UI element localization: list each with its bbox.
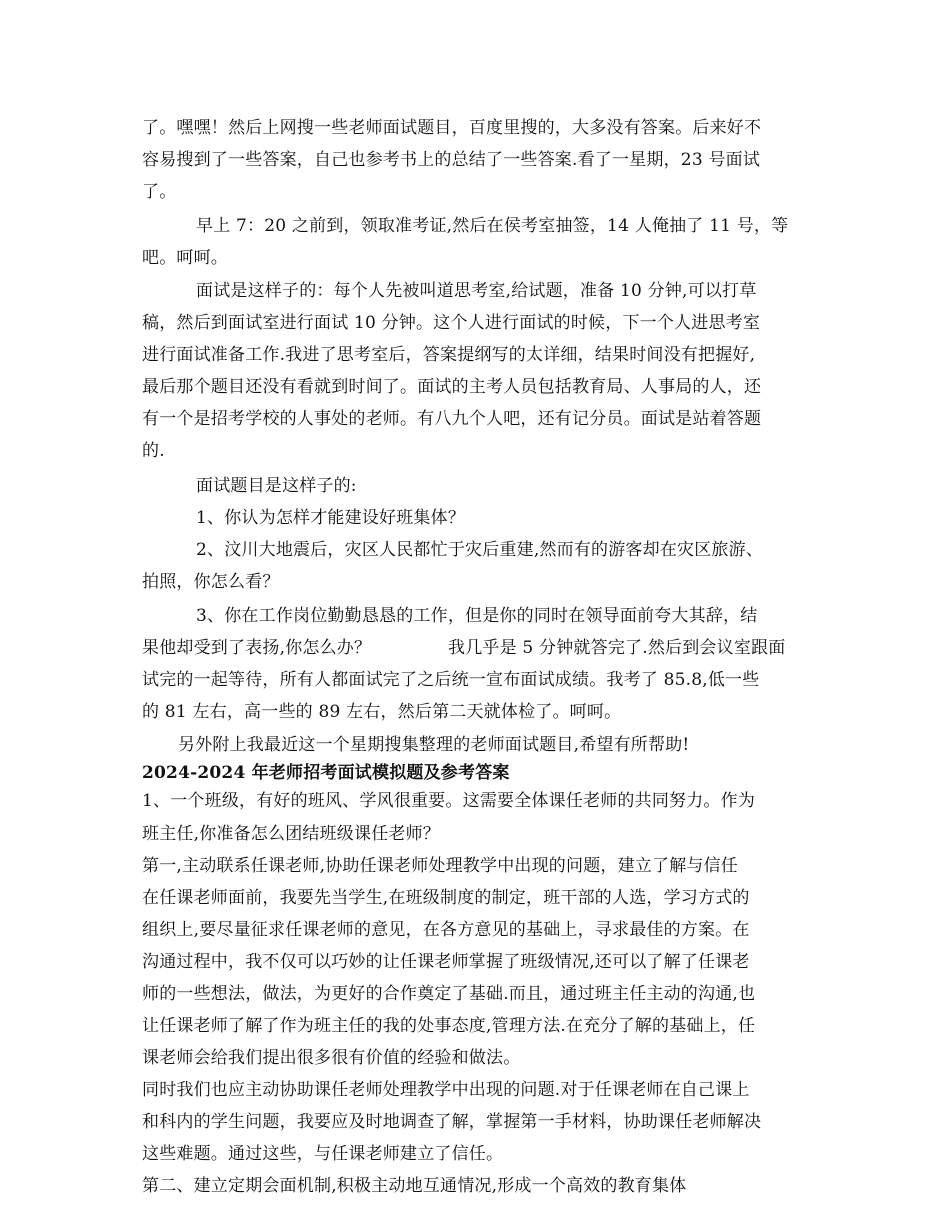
text-line-15: 拍照，你怎么看？ — [142, 572, 280, 592]
text-line-11: 的. — [142, 441, 165, 461]
text-line-9: 最后那个题目还没有看就到时间了。面试的主考人员包括教育局、人事局的人，还 — [142, 377, 762, 397]
text-line-25: 在任课老师面前，我要先当学生,在班级制度的制定，班干部的人选，学习方式的 — [142, 888, 750, 908]
text-line-13: 1、你认为怎样才能建设好班集体？ — [196, 508, 466, 528]
text-line-20: 另外附上我最近这一个星期搜集整理的老师面试题目,希望有所帮助! — [178, 735, 690, 755]
text-line-2: 容易搜到了一些答案，自己也参考书上的总结了一些答案.看了一星期，23 号面试 — [142, 150, 761, 170]
text-line-12: 面试题目是这样子的: — [196, 476, 357, 496]
text-line-33: 这些难题。通过这些，与任课老师建立了信任。 — [142, 1144, 504, 1164]
text-line-22: 1、一个班级，有好的班风、学风很重要。这需要全体课任老师的共同努力。作为 — [142, 791, 756, 811]
text-line-8: 进行面试准备工作.我进了思考室后，答案提纲写的太详细，结果时间没有把握好, — [142, 345, 756, 365]
text-line-18: 试完的一起等待，所有人都面试完了之后统一宣布面试成绩。我考了 85.8,低一些 — [142, 670, 760, 690]
text-line-31: 同时我们也应主动协助课任老师处理教学中出现的问题.对于任课老师在自己课上 — [142, 1080, 750, 1100]
section-heading: 2024-2024 年老师招考面试模拟题及参考答案 — [142, 763, 510, 783]
text-line-17b: 我几乎是 5 分钟就答完了.然后到会议室跟面 — [448, 638, 786, 658]
text-line-4: 早上 7：20 之前到，领取准考证,然后在侯考室抽签，14 人俺抽了 11 号，等 — [196, 216, 789, 236]
text-line-6: 面试是这样子的：每个人先被叫道思考室,给试题，准备 10 分钟,可以打草 — [196, 281, 757, 301]
text-line-19: 的 81 左右，高一些的 89 左右，然后第二天就体检了。呵呵。 — [142, 702, 622, 722]
text-line-27: 沟通过程中，我不仅可以巧妙的让任课老师掌握了班级情况,还可以了解了任课老 — [142, 952, 750, 972]
text-line-7: 稿，然后到面试室进行面试 10 分钟。这个人进行面试的时候，下一个人进思考室 — [142, 313, 761, 333]
text-line-24: 第一,主动联系任课老师,协助任课老师处理教学中出现的问题，建立了解与信任 — [142, 856, 739, 876]
text-line-14: 2、汶川大地震后，灾区人民都忙于灾后重建,然而有的游客却在灾区旅游、 — [196, 540, 764, 560]
text-line-34: 第二、建立定期会面机制,积极主动地互通情况,形成一个高效的教育集体 — [142, 1176, 687, 1196]
text-line-17a: 果他却受到了表扬,你怎么办？ — [142, 638, 372, 658]
text-line-1: 了。嘿嘿！然后上网搜一些老师面试题目，百度里搜的，大多没有答案。后来好不 — [142, 118, 762, 138]
text-line-28: 师的一些想法，做法，为更好的合作奠定了基础.而且，通过班主任主动的沟通,也 — [142, 984, 756, 1004]
text-line-32: 和科内的学生问题，我要应及时地调查了解，掌握第一手材料，协助课任老师解决 — [142, 1112, 762, 1132]
text-line-26: 组织上,要尽量征求任课老师的意见，在各方意见的基础上，寻求最佳的方案。在 — [142, 920, 750, 940]
text-line-5: 吧。呵呵。 — [142, 248, 228, 268]
text-line-3: 了。 — [142, 182, 177, 202]
text-line-10: 有一个是招考学校的人事处的老师。有八九个人吧，还有记分员。面试是站着答题 — [142, 409, 762, 429]
text-line-16: 3、你在工作岗位勤勤恳恳的工作，但是你的同时在领导面前夸大其辞，结 — [196, 606, 758, 626]
text-line-29: 让任课老师了解了作为班主任的我的处事态度,管理方法.在充分了解的基础上，任 — [142, 1016, 756, 1036]
text-line-23: 班主任,你准备怎么团结班级课任老师？ — [142, 824, 441, 844]
text-line-30: 课老师会给我们提出很多很有价值的经验和做法。 — [142, 1048, 521, 1068]
